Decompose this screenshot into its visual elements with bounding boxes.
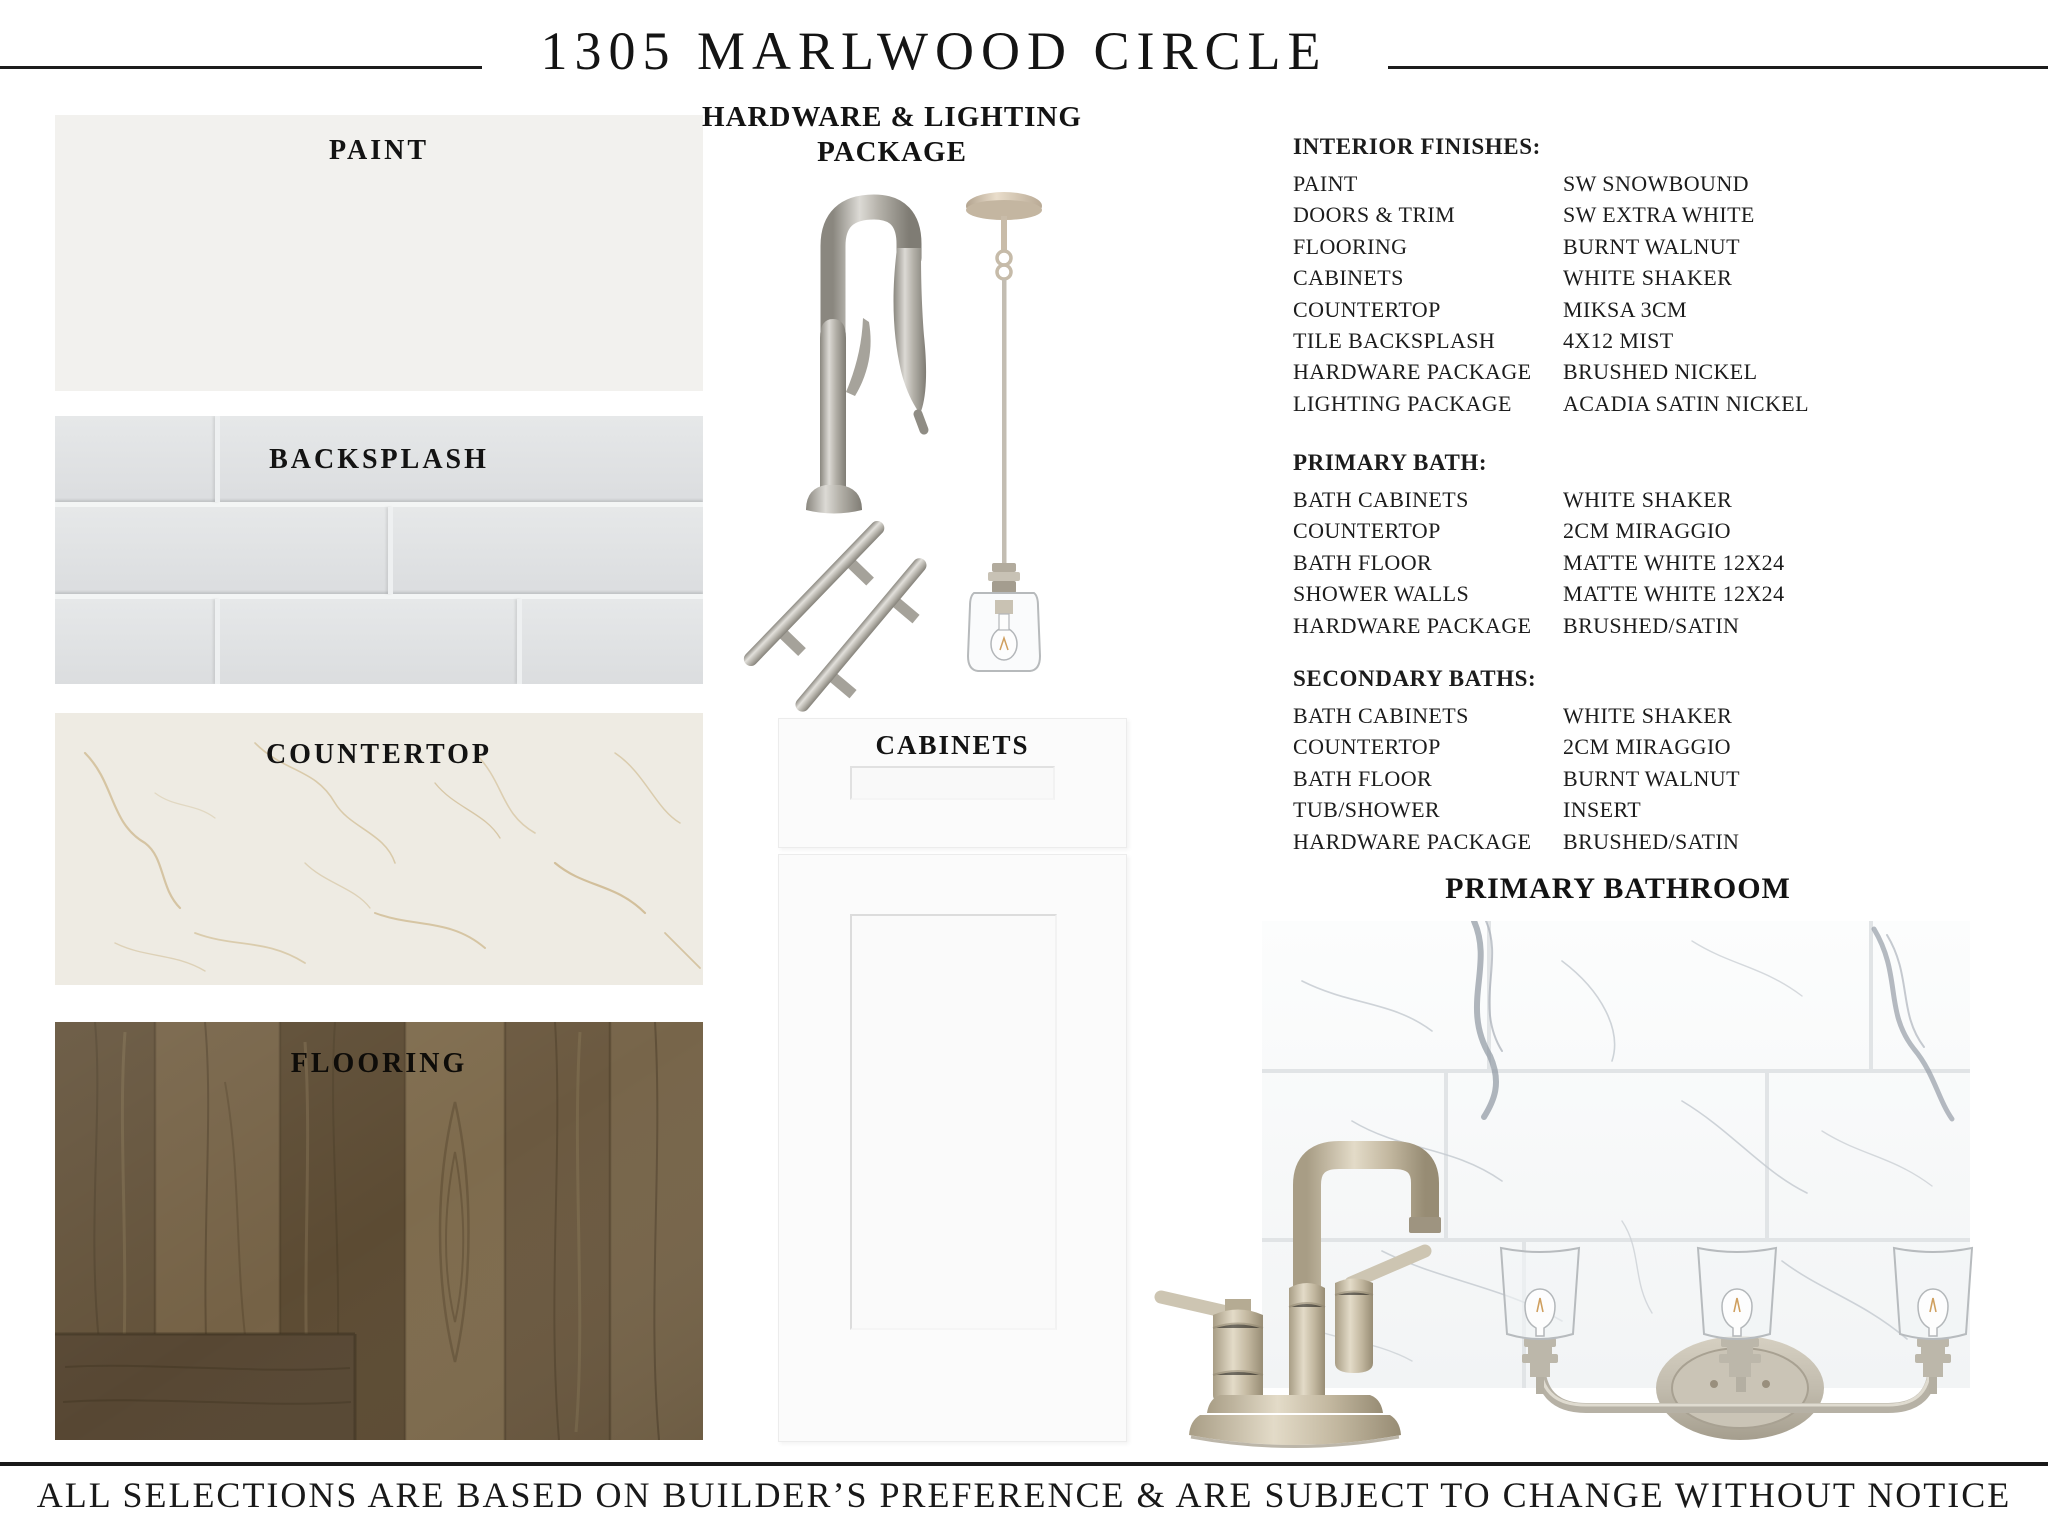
finish-value: WHITE SHAKER	[1563, 487, 1733, 512]
finish-value: 4X12 MIST	[1563, 327, 1674, 353]
header-rule-right	[1388, 66, 2048, 69]
finish-label: COUNTERTOP	[1293, 734, 1441, 760]
finish-value: 2CM MIRAGGIO	[1563, 518, 1731, 544]
finish-row	[1293, 610, 2038, 641]
secondary-baths-section	[1293, 662, 2038, 857]
finish-row	[1293, 700, 2038, 731]
finish-row	[1293, 294, 2038, 325]
wood-flooring-image	[55, 1022, 703, 1440]
finish-value: BRUSHED/SATIN	[1563, 612, 1740, 638]
finish-value: MATTE WHITE 12X24	[1563, 549, 1785, 575]
finish-label: LIGHTING PACKAGE	[1293, 390, 1512, 416]
secondary-baths-header: SECONDARY BATHS:	[1293, 666, 1537, 691]
finish-label: COUNTERTOP	[1293, 296, 1441, 322]
finish-value: BURNT WALNUT	[1563, 233, 1740, 259]
grout-line	[215, 599, 220, 684]
finish-label: PAINT	[1293, 171, 1358, 196]
door-recess-panel	[850, 914, 1057, 1330]
flooring-swatch	[55, 1022, 703, 1440]
finish-value: MIKSA 3CM	[1563, 296, 1688, 322]
finish-label: BATH FLOOR	[1293, 765, 1433, 791]
finish-label: SHOWER WALLS	[1293, 581, 1470, 607]
vanity-light-image	[1478, 1242, 1998, 1454]
finish-label: DOORS & TRIM	[1293, 202, 1456, 228]
interior-finishes-section	[1293, 130, 2038, 419]
cabinet-door-front	[778, 854, 1127, 1442]
finish-label: BATH CABINETS	[1293, 487, 1469, 512]
finish-row	[1293, 231, 2038, 262]
finish-label: BATH FLOOR	[1293, 549, 1433, 575]
grout-line	[55, 594, 703, 599]
page-title: 1305 MARLWOOD CIRCLE	[540, 21, 1328, 81]
grout-line	[517, 599, 522, 684]
finish-row	[1293, 547, 2038, 578]
finish-value: SW EXTRA WHITE	[1563, 202, 1755, 228]
hardware-lighting-heading-line2: PACKAGE	[817, 136, 967, 168]
grout-line	[388, 507, 393, 594]
finish-value: BURNT WALNUT	[1563, 765, 1740, 791]
subway-tile-row	[55, 507, 703, 594]
finish-row	[1293, 388, 2038, 419]
countertop-swatch	[55, 713, 703, 985]
primary-bath-section	[1293, 446, 2038, 641]
finish-row	[1293, 356, 2038, 387]
finish-value: ACADIA SATIN NICKEL	[1563, 390, 1809, 416]
pendant-light-image	[962, 188, 1046, 683]
finish-value: 2CM MIRAGGIO	[1563, 734, 1731, 760]
finish-row	[1293, 763, 2038, 794]
cabinet-door-image	[778, 718, 1127, 1442]
drawer-recess-panel	[850, 766, 1055, 800]
bathroom-faucet-image	[1145, 1123, 1455, 1468]
finish-row	[1293, 199, 2038, 230]
finish-row	[1293, 578, 2038, 609]
subway-tile-row	[55, 599, 703, 684]
finish-row	[1293, 262, 2038, 293]
footer-rule	[0, 1462, 2048, 1466]
finish-value: INSERT	[1563, 797, 1642, 823]
cabinet-drawer-front	[778, 718, 1127, 848]
finish-label: BATH CABINETS	[1293, 703, 1469, 728]
header-rule-left	[0, 66, 482, 69]
primary-bathroom-heading: PRIMARY BATHROOM	[1445, 872, 1791, 905]
finish-label: TUB/SHOWER	[1293, 797, 1440, 823]
finish-row	[1293, 325, 2038, 356]
finish-value: BRUSHED/SATIN	[1563, 828, 1740, 854]
kitchen-faucet-image	[770, 186, 930, 521]
primary-bath-header: PRIMARY BATH:	[1293, 450, 1488, 475]
backsplash-label: BACKSPLASH	[269, 444, 489, 475]
finish-value: MATTE WHITE 12X24	[1563, 581, 1785, 607]
finish-label: TILE BACKSPLASH	[1293, 327, 1496, 353]
finish-row	[1293, 484, 2038, 515]
finish-label: CABINETS	[1293, 265, 1404, 291]
finish-label: HARDWARE PACKAGE	[1293, 359, 1532, 385]
grout-line	[55, 502, 703, 507]
hardware-lighting-heading	[702, 100, 1082, 170]
finish-label: HARDWARE PACKAGE	[1293, 612, 1532, 638]
finish-value: WHITE SHAKER	[1563, 703, 1733, 728]
cabinets-label: CABINETS	[875, 730, 1030, 760]
flooring-label: FLOORING	[290, 1048, 468, 1079]
countertop-label: COUNTERTOP	[265, 739, 493, 770]
finish-label: COUNTERTOP	[1293, 518, 1441, 544]
cabinet-pulls-image	[736, 514, 944, 720]
finish-row	[1293, 168, 2038, 199]
finish-value: WHITE SHAKER	[1563, 265, 1733, 291]
hardware-lighting-heading-line1: HARDWARE & LIGHTING	[702, 101, 1082, 133]
finish-label: FLOORING	[1293, 233, 1408, 259]
finish-row	[1293, 794, 2038, 825]
interior-finishes-header: INTERIOR FINISHES:	[1293, 134, 1541, 159]
disclaimer-text: ALL SELECTIONS ARE BASED ON BUILDER’S PREFERENCE & ARE SUBJECT TO CHANGE WITHOUT NOTICE	[36, 1475, 2012, 1515]
finish-label: HARDWARE PACKAGE	[1293, 828, 1532, 854]
finish-value: BRUSHED NICKEL	[1563, 359, 1758, 385]
backsplash-swatch	[55, 416, 703, 684]
finish-row	[1293, 826, 2038, 857]
paint-label: PAINT	[328, 135, 430, 166]
paint-swatch	[55, 115, 703, 391]
finish-row	[1293, 515, 2038, 546]
finish-value: SW SNOWBOUND	[1563, 171, 1749, 196]
finish-row	[1293, 731, 2038, 762]
